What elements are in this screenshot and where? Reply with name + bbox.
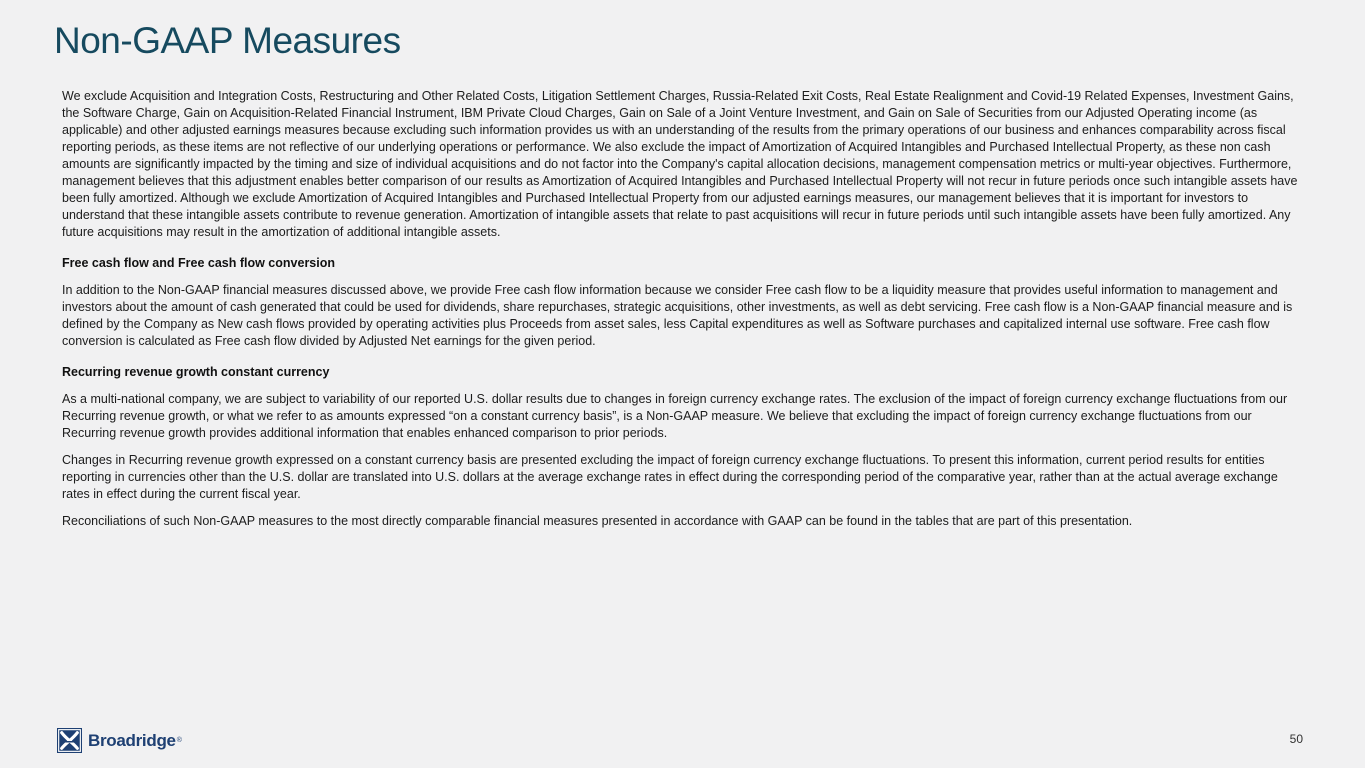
paragraph-currency-translation: Changes in Recurring revenue growth expressed on a constant currency basis are presented excluding the impact of foreign currency exchange fluctuations. To present this information, current period results for entities reporting in currencies other than the U.S. dollar are translated into U.S. dollars at the average exchange rates in effect during the corresponding period of the comparative year, rather than at the actual average exchange rates in effect during the current fiscal year. bbox=[62, 453, 1278, 501]
paragraph-constant-currency: As a multi-national company, we are subject to variability of our reported U.S. dollar results due to changes in foreign currency exchange rates. The exclusion of the impact of foreign currency exchange fluctuations from our Recurring revenue growth, or what we refer to as amounts expressed “on a constant currency basis”, is a Non-GAAP measure. We believe that excluding the impact of foreign currency exchange fluctuations from our Recurring revenue growth provides additional information that enables enhanced comparison to prior periods. bbox=[62, 392, 1288, 440]
heading-free-cash-flow: Free cash flow and Free cash flow conversion bbox=[62, 256, 335, 270]
paragraph-adjusted-earnings-exclusions: We exclude Acquisition and Integration Costs, Restructuring and Other Related Costs, Litigation Settlement Charges, Russia-Related Exit Costs, Real Estate Realignment and Covid-19 Related Expenses, Investment Gains, the Software Charge, Gain on Acquisition-Related Financial Instrument, IBM Private Cloud Charges, Gain on Sale of a Joint Venture Investment, and Gain on Sale of Securities from our Adjusted Operating income (as applicable) and other adjusted earnings measures because excluding such information provides us with an understanding of the results from the primary operations of our business and enhances comparability across fiscal reporting periods, as these items are not reflective of our underlying operations or performance. We also exclude the impact of Amortization of Acquired Intangibles and Purchased Intellectual Property, as these non cash amounts are significantly impacted by the timing and size of individual acquisitions and do not factor into the Company's capital allocation decisions, management compensation metrics or multi-year objectives. Furthermore, management believes that this adjustment enables better comparison of our results as Amortization of Acquired Intangibles and Purchased Intellectual Property will not recur in future periods once such intangible assets have been fully amortized. Although we exclude Amortization of Acquired Intangibles and Purchased Intellectual Property from our adjusted earnings measures, our management believes that it is important for investors to understand that these intangible assets contribute to revenue generation. Amortization of intangible assets that relate to past acquisitions will recur in future periods until such intangible assets have been fully amortized. Any future acquisitions may result in the amortization of additional intangible assets. bbox=[62, 89, 1298, 239]
page-title: Non-GAAP Measures bbox=[54, 20, 401, 61]
broadridge-logo bbox=[57, 728, 182, 753]
paragraph-reconciliations: Reconciliations of such Non-GAAP measures to the most directly comparable financial measures presented in accordance with GAAP can be found in the tables that are part of this presentation. bbox=[62, 514, 1133, 528]
registered-trademark-mark: ® bbox=[176, 737, 182, 744]
heading-recurring-revenue-constant-currency: Recurring revenue growth constant currency bbox=[62, 365, 330, 379]
body-content bbox=[62, 88, 1305, 540]
paragraph-free-cash-flow: In addition to the Non-GAAP financial measures discussed above, we provide Free cash flow information because we consider Free cash flow to be a liquidity measure that provides useful information to management and investors about the amount of cash generated that could be used for dividends, share repurchases, strategic acquisitions, other investments, as well as debt servicing. Free cash flow is a Non-GAAP financial measure and is defined by the Company as New cash flows provided by operating activities plus Proceeds from asset sales, less Capital expenditures as well as Software purchases and capitalized internal use software. Free cash flow conversion is calculated as Free cash flow divided by Adjusted Net earnings for the given period. bbox=[62, 283, 1293, 348]
page-number: 50 bbox=[1289, 732, 1303, 746]
broadridge-logo-icon bbox=[57, 728, 82, 753]
broadridge-logo-text: Broadridge bbox=[88, 730, 176, 750]
